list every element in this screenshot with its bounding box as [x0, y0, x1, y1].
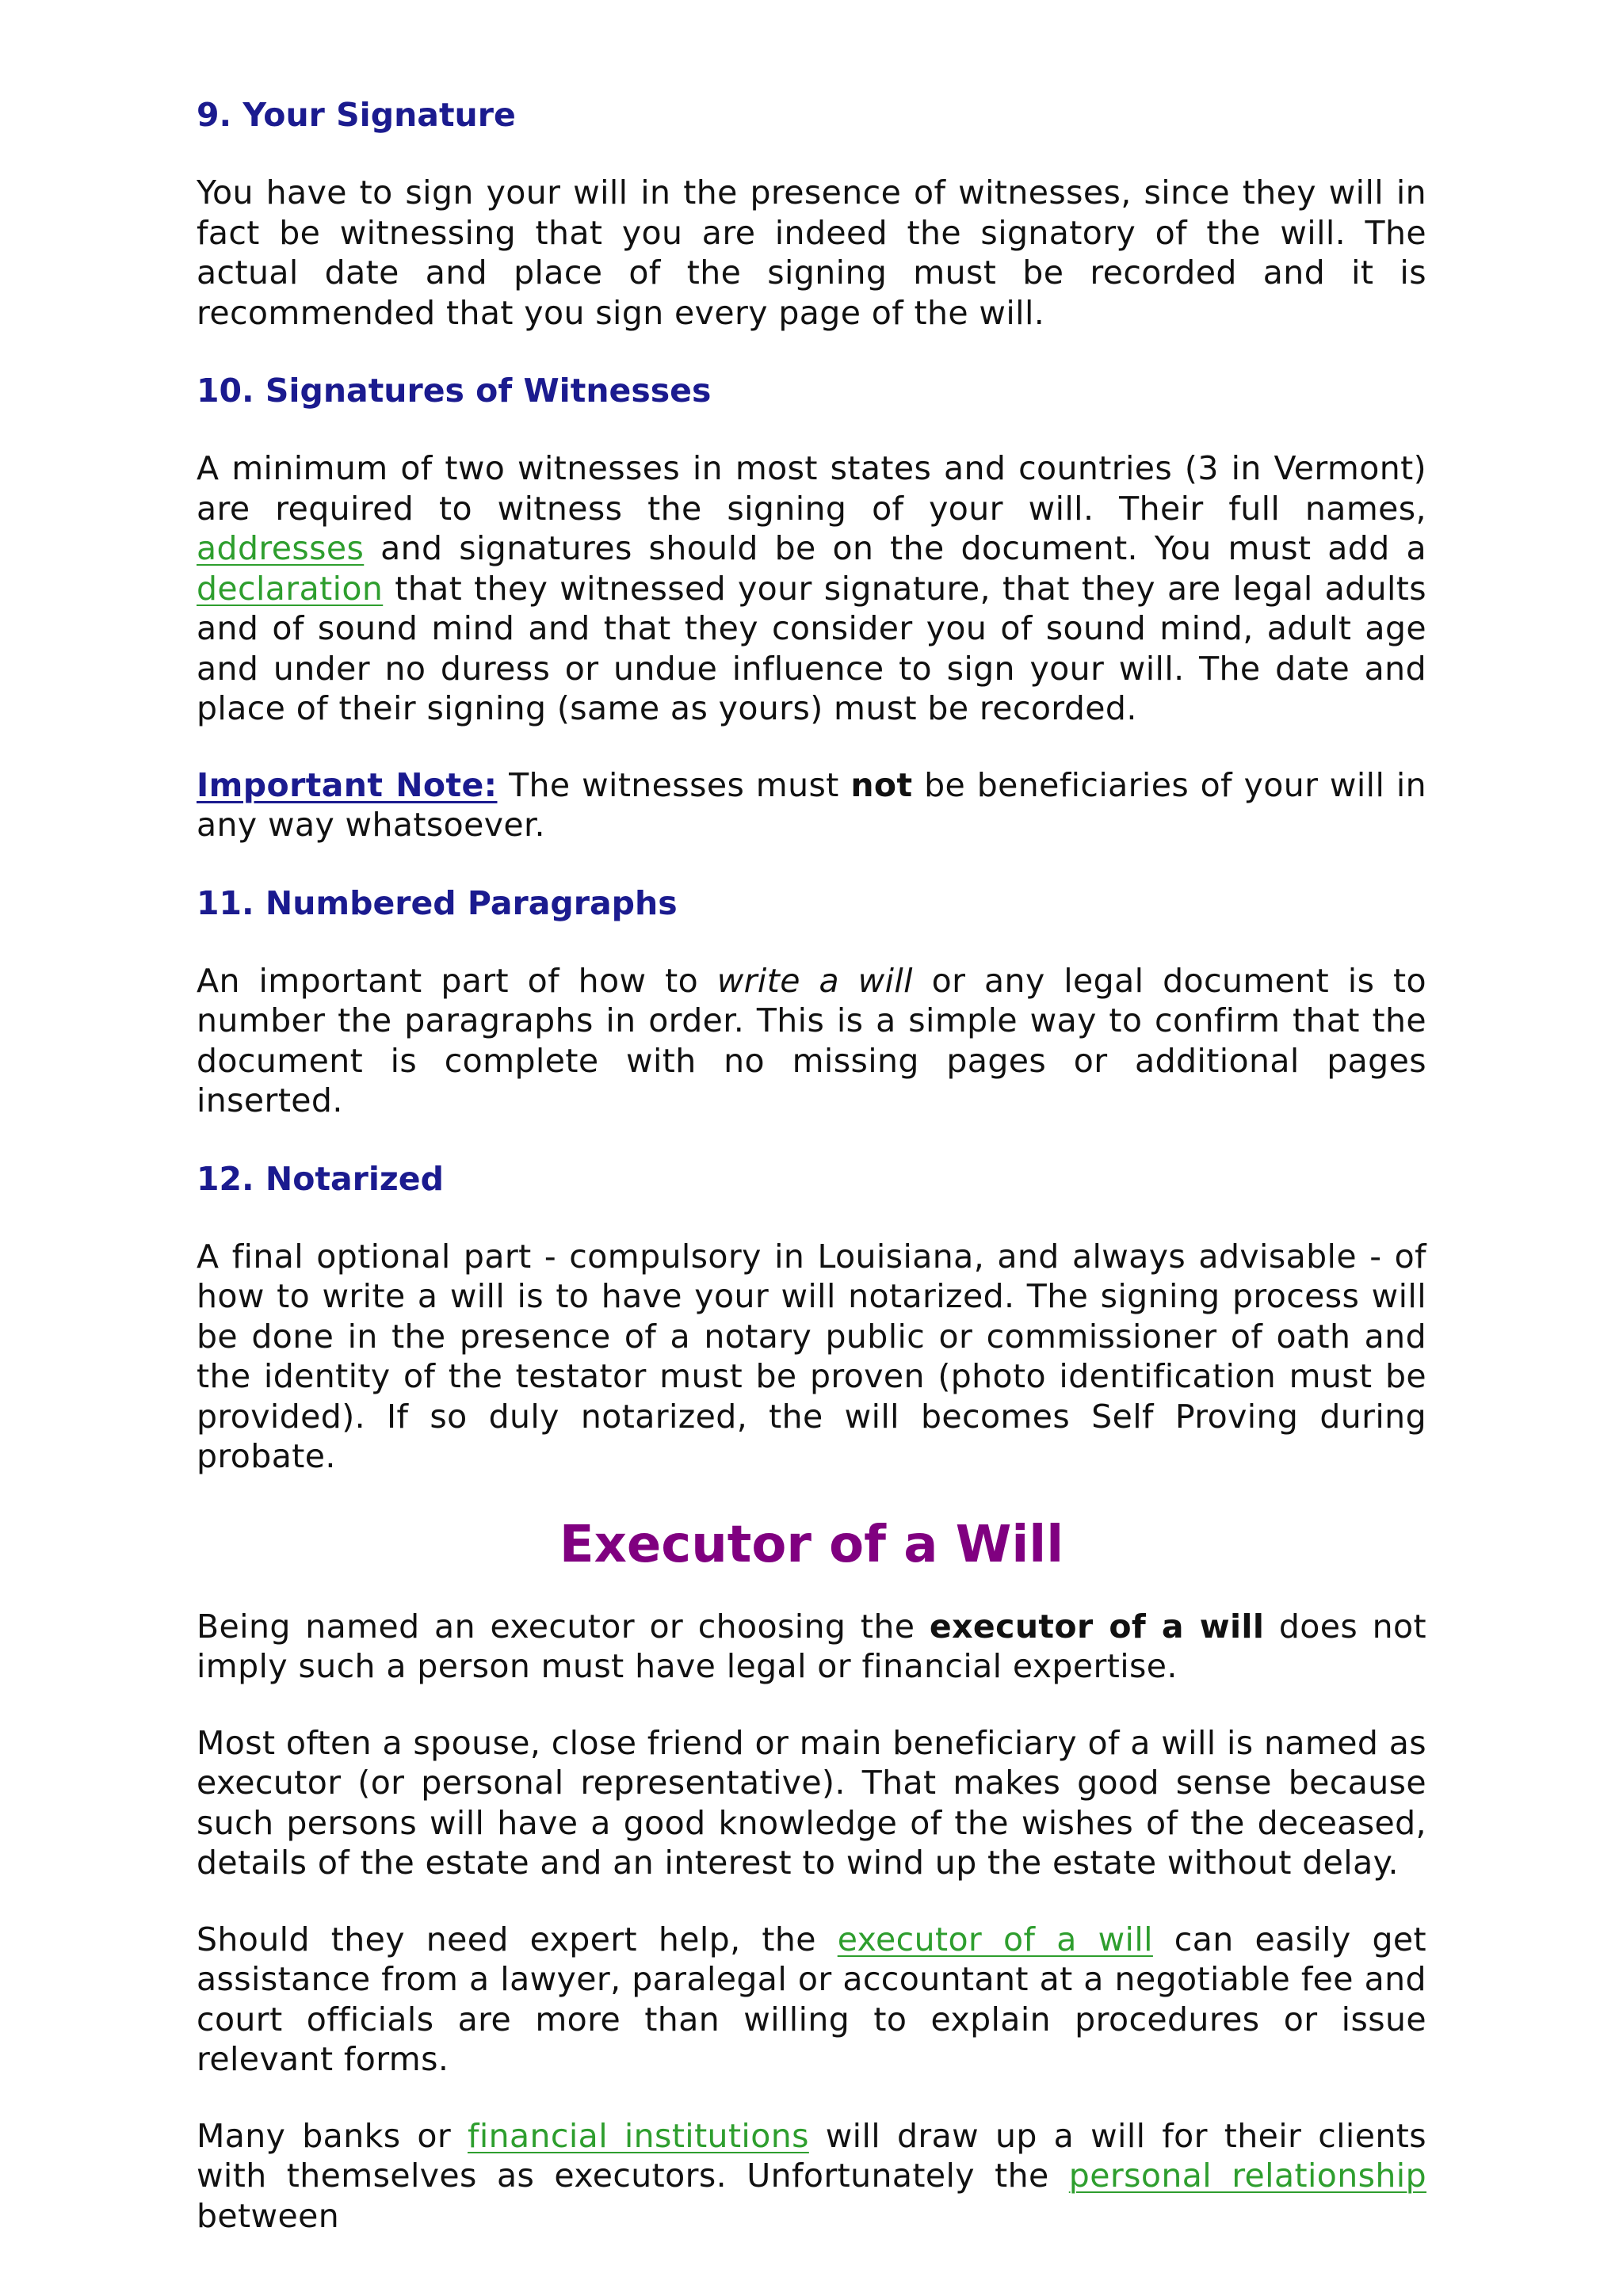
addresses-link[interactable]: addresses: [197, 529, 365, 567]
section-title-executor: Executor of a Will: [559, 1515, 1064, 1574]
important-note-emphasis: not: [850, 765, 913, 804]
witnesses-text-2: and signatures should be on the document. You must add a: [364, 529, 1426, 567]
numbered-text-2: or any legal document is to number the paragraphs in order. This is a simple way to confirm that the document is complete with no missing pages or additional pages inserted.: [197, 961, 1426, 1119]
financial-institutions-link[interactable]: financial institutions: [468, 2116, 809, 2155]
paragraph-executor-2: Most often a spouse, close friend or main beneficiary of a will is named as executor (or personal representative). That makes good sense because such persons will have a good knowledge of the wishes of the deceased, details of the estate and an interest to wind up the estate without delay.: [197, 1723, 1426, 1882]
important-note-text-1: The witnesses must: [497, 765, 851, 804]
witnesses-text-3: that they witnessed your signature, that they are legal adults and of sound mind and that they consider you of sound mind, adult age and under no duress or undue influence to sign your will. The date and place of their signing (same as yours) must be recorded.: [197, 569, 1426, 727]
personal-relationship-link[interactable]: personal relationship: [1068, 2157, 1426, 2195]
paragraph-notarized: A final optional part - compulsory in Louisiana, and always advisable - of how to write a will is to have your will notarized. The signing process will be done in the presence of a notary public or commissioner of oath and the identity of the testator must be proven (photo identification must be provided). If so duly notarized, the will becomes Self Proving during probate.: [197, 1237, 1426, 1475]
heading-numbered-paragraphs: 11. Numbered Paragraphs: [197, 883, 678, 922]
important-note-paragraph: [197, 765, 1426, 845]
executor-p4-text-1: Many banks or: [197, 2116, 468, 2155]
paragraph-executor-1: [197, 1607, 1426, 1687]
executor-p1-bold: executor of a will: [929, 1607, 1265, 1646]
witnesses-text-1: A minimum of two witnesses in most states and countries (3 in Vermont) are required to witness the signing of your will. Their full names,: [197, 449, 1426, 528]
executor-p1-text-1: Being named an executor or choosing the: [197, 1607, 930, 1646]
heading-notarized: 12. Notarized: [197, 1159, 444, 1198]
paragraph-executor-3: [197, 1920, 1426, 2080]
numbered-italic: write a will: [716, 961, 913, 1000]
paragraph-witnesses: [197, 448, 1426, 729]
document-page: [197, 93, 1426, 2272]
executor-p3-text-1: Should they need expert help, the: [197, 1920, 838, 1958]
declaration-link[interactable]: declaration: [197, 569, 384, 608]
executor-p3-text-2: can easily get assistance from a lawyer, paralegal or accountant at a negotiable fee and court officials are more than willing to explain procedures or issue relevant forms.: [197, 1920, 1426, 2078]
heading-signatures-of-witnesses: 10. Signatures of Witnesses: [197, 372, 712, 410]
executor-of-a-will-link[interactable]: executor of a will: [837, 1920, 1153, 1958]
heading-your-signature: 9. Your Signature: [197, 96, 516, 134]
executor-p4-text-2: will draw up a will for their clients with themselves as executors. Unfortunately the: [197, 2116, 1426, 2195]
paragraph-numbered: [197, 961, 1426, 1121]
important-note-label: Important Note:: [197, 765, 498, 804]
executor-p4-text-3: between: [197, 2196, 340, 2235]
numbered-text-1: An important part of how to: [197, 961, 717, 1000]
executor-p1-text-2: does not imply such a person must have legal or financial expertise.: [197, 1607, 1426, 1685]
paragraph-your-signature: You have to sign your will in the presence of witnesses, since they will in fact be witnessing that you are indeed the signatory of the will. The actual date and place of the signing must be recorded and it is recommended that you sign every page of the will.: [197, 174, 1426, 332]
paragraph-executor-4: [197, 2116, 1426, 2237]
important-note-text-2: be beneficiaries of your will in any way whatsoever.: [197, 765, 1426, 844]
